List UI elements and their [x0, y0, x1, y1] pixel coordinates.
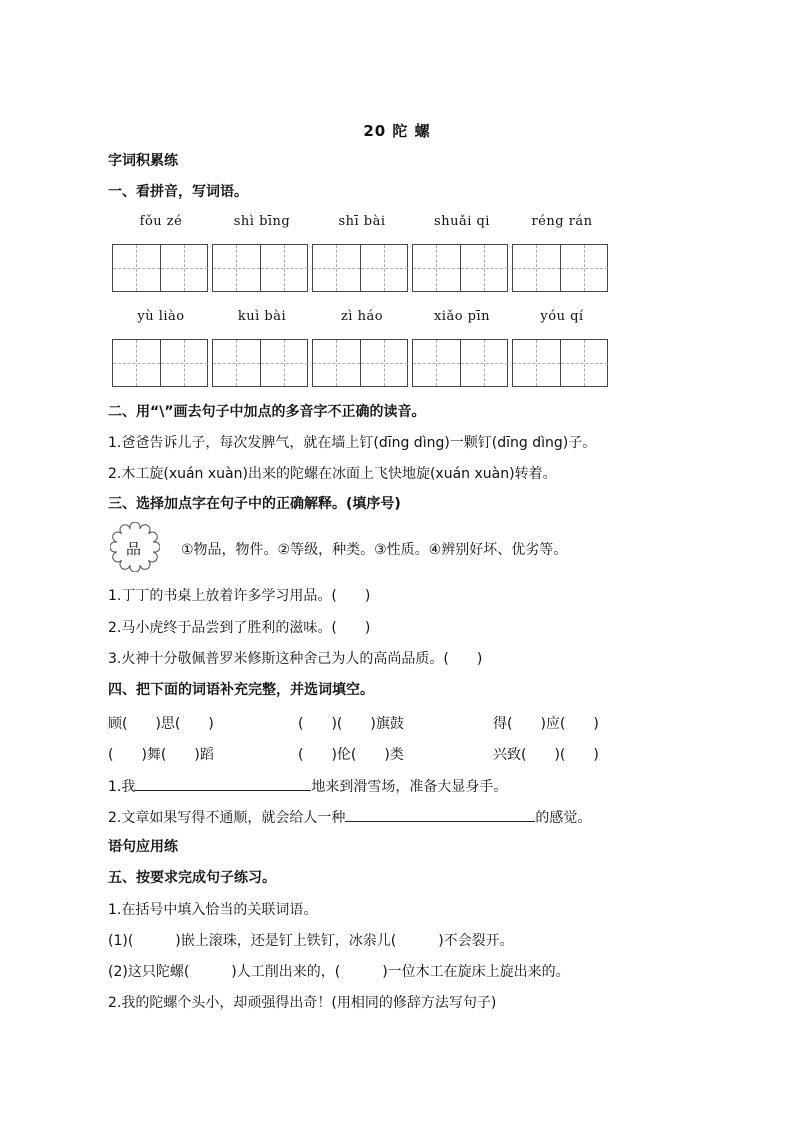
section-heading-accumulation: 字词积累练 [108, 153, 178, 169]
pinyin-1-3: shī bài [338, 214, 386, 229]
q4-word-2: ( )( )旗鼓 [298, 716, 404, 732]
pinyin-1-2: shì bīng [233, 214, 291, 229]
q5-sub-1a: (1)( )嵌上滚珠，还是钉上铁钉，冰尜儿( )不会裂开。 [108, 933, 514, 949]
q3-sentence-3: 3.火神十分敬佩普罗米修斯这种舍己为人的高尚品质。( ) [108, 651, 483, 667]
q4-word-1: 顾( )思( ) [108, 716, 214, 732]
pinyin-1-1: fǒu zé [139, 214, 183, 229]
writing-box[interactable] [112, 339, 208, 387]
q4-word-5: ( )伦( )类 [298, 747, 404, 763]
q4-word-4: ( )舞( )蹈 [108, 747, 214, 763]
writing-grid-row-1 [112, 244, 612, 294]
writing-grid-row-2 [112, 339, 612, 389]
q3-heading: 三、选择加点字在句子中的正确解释。(填序号) [108, 496, 401, 512]
writing-box[interactable] [212, 339, 308, 387]
pinyin-row-2 [113, 309, 613, 329]
pinyin-2-2: kuì bài [237, 309, 287, 324]
q5-sub-1: 1.在括号中填入恰当的关联词语。 [108, 902, 318, 918]
q4-word-6: 兴致( )( ) [493, 747, 599, 763]
answer-blank-1[interactable] [135, 776, 311, 791]
q3-sentence-1: 1.丁丁的书桌上放着许多学习用品。( ) [108, 588, 371, 604]
section-heading-application: 语句应用练 [108, 839, 178, 855]
q4-fill-2 [108, 807, 591, 827]
pinyin-2-5: yóu qí [540, 309, 584, 324]
pinyin-2-4: xiǎo pīn [433, 309, 491, 324]
page-title: 20 陀 螺 [363, 122, 431, 140]
q3-sentence-2: 2.马小虎终于品尝到了胜利的滋味。( ) [108, 620, 371, 636]
q4-word-3: 得( )应( ) [493, 716, 599, 732]
q5-sub-2: 2.我的陀螺个头小，却顽强得出奇！(用相同的修辞方法写句子) [108, 995, 497, 1011]
q4-fill-2-suffix: 的感觉。 [535, 810, 592, 826]
writing-box[interactable] [512, 339, 608, 387]
writing-box[interactable] [212, 244, 308, 292]
pinyin-1-5: réng rán [531, 214, 593, 229]
q2-heading: 二、用“\”画去句子中加点的多音字不正确的读音。 [108, 404, 426, 420]
q2-line-2: 2.木工旋(xuán xuàn)出来的陀螺在冰面上飞快地旋(xuán xuàn)转着。 [108, 466, 557, 482]
q3-meanings: ①物品，物件。②等级，种类。③性质。④辨别好坏、优劣等。 [181, 542, 568, 558]
pinyin-2-3: zì háo [340, 309, 384, 324]
q5-heading: 五、按要求完成句子练习。 [108, 870, 276, 886]
q1-heading: 一、看拼音，写词语。 [108, 184, 248, 200]
q4-fill-1-suffix: 地来到滑雪场，准备大显身手。 [311, 779, 508, 795]
writing-box[interactable] [412, 339, 508, 387]
writing-box[interactable] [512, 244, 608, 292]
writing-box[interactable] [312, 339, 408, 387]
pinyin-1-4: shuǎi qi [434, 214, 490, 229]
flower-character: 品 [126, 540, 142, 558]
writing-box[interactable] [412, 244, 508, 292]
q4-fill-2-prefix: 2.文章如果写得不通顺，就会给人一种 [108, 810, 346, 826]
q4-heading: 四、把下面的词语补充完整，并选词填空。 [108, 682, 374, 698]
q2-line-1: 1.爸爸告诉儿子，每次发脾气，就在墙上钉(dīng dìng)一颗钉(dīng dìng)子。 [108, 435, 597, 451]
writing-box[interactable] [312, 244, 408, 292]
writing-box[interactable] [112, 244, 208, 292]
q4-fill-1 [108, 776, 507, 796]
answer-blank-2[interactable] [345, 807, 535, 822]
q5-sub-1b: (2)这只陀螺( )人工削出来的，( )一位木工在旋床上旋出来的。 [108, 964, 570, 980]
pinyin-row-1 [113, 214, 613, 234]
pinyin-2-1: yù liào [137, 309, 185, 324]
q4-fill-1-prefix: 1.我 [108, 779, 136, 795]
